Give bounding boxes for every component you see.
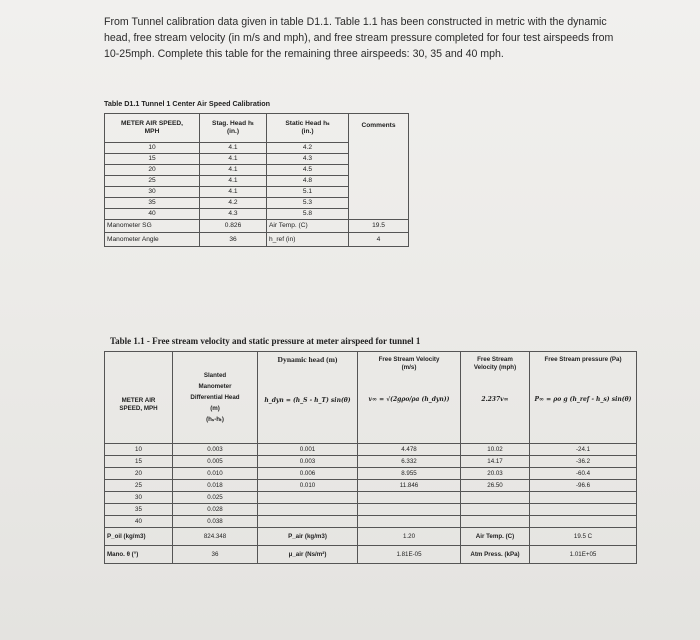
table-cell: 35: [105, 504, 173, 516]
header-meter-air-speed: METER AIR SPEED, MPH: [105, 114, 200, 143]
free-stream-table: [104, 351, 637, 564]
atm-pressure-label: Atm Press. (kPa): [461, 546, 530, 564]
table-cell: 4.1: [200, 165, 267, 176]
table-cell: 10: [105, 444, 173, 456]
table-cell: [258, 516, 358, 528]
table-cell: 4.5: [267, 165, 349, 176]
table-cell: -36.2: [530, 456, 637, 468]
table-cell: 40: [105, 516, 173, 528]
header-stag-head: Stag. Head hₜ (in.): [200, 114, 267, 143]
table-cell: [358, 504, 461, 516]
header-meter-air-speed: METER AIR SPEED, MPH: [105, 352, 173, 444]
table-cell: 14.17: [461, 456, 530, 468]
pressure-formula: P∞ = ρo g (h_ref - h_s) sin(θ): [534, 396, 632, 403]
air-viscosity-value: 1.81E-05: [358, 546, 461, 564]
table-cell: 35: [105, 198, 200, 209]
table-cell: 6.332: [358, 456, 461, 468]
table-cell: [461, 504, 530, 516]
table-cell: 26.50: [461, 480, 530, 492]
table-cell: 0.018: [173, 480, 258, 492]
table-cell: 4.1: [200, 187, 267, 198]
manometer-sg-label: Manometer SG: [105, 220, 200, 233]
table-cell: 5.8: [267, 209, 349, 220]
table-cell: 5.1: [267, 187, 349, 198]
table-cell: 11.846: [358, 480, 461, 492]
table-cell: 4.8: [267, 176, 349, 187]
table-cell: 0.006: [258, 468, 358, 480]
table-cell: 4.1: [200, 176, 267, 187]
h-ref-label: h_ref (in): [267, 233, 349, 247]
air-density-label: P_air (kg/m3): [258, 528, 358, 546]
table-cell: 30: [105, 187, 200, 198]
header-free-stream-velocity: Free Stream Velocity (m/s) v∞ = √(2gρo/ρa (h_dyn)): [358, 352, 461, 444]
table-cell: 40: [105, 209, 200, 220]
air-temp-label: Air Temp. (C): [461, 528, 530, 546]
h-ref-value: 4: [349, 233, 409, 247]
table-cell: 4.2: [200, 198, 267, 209]
table-cell: [258, 504, 358, 516]
intro-paragraph: From Tunnel calibration data given in table D1.1. Table 1.1 has been constructed in metric with the dynamic head, free stream velocity (in m/s and mph), and free stream pressure completed for four test airspeeds from 10-25mph. Complete this table for the remaining three airspeeds: 30, 35 and 40 mph.: [104, 16, 614, 60]
table-cell: 0.005: [173, 456, 258, 468]
table-cell: 4.3: [267, 154, 349, 165]
table-cell: [461, 516, 530, 528]
table-cell: 0.025: [173, 492, 258, 504]
table-cell: 0.001: [258, 444, 358, 456]
table-cell: 0.038: [173, 516, 258, 528]
header-velocity-mph: Free Stream Velocity (mph) 2.237v∞: [461, 352, 530, 444]
table-cell: 8.955: [358, 468, 461, 480]
table-cell: 30: [105, 492, 173, 504]
table-cell: 4.3: [200, 209, 267, 220]
manometer-angle-label: Mano. θ (°): [105, 546, 173, 564]
table-cell: 0.010: [173, 468, 258, 480]
table-cell: 0.010: [258, 480, 358, 492]
air-temp-value: 19.5 C: [530, 528, 637, 546]
table1-caption: Table D1.1 Tunnel 1 Center Air Speed Calibration: [104, 99, 271, 108]
header-differential-head: Slanted Manometer Differential Head (m) (hₛ-hₜ): [173, 352, 258, 444]
table-cell: 20.03: [461, 468, 530, 480]
table-cell: 20: [105, 165, 200, 176]
header-static-head: Static Head hₛ (in.): [267, 114, 349, 143]
air-density-value: 1.20: [358, 528, 461, 546]
manometer-sg-value: 0.826: [200, 220, 267, 233]
table-cell: 4.2: [267, 143, 349, 154]
calibration-table: [104, 113, 409, 247]
table-cell: [358, 516, 461, 528]
table-cell: 4.478: [358, 444, 461, 456]
table-cell: 15: [105, 154, 200, 165]
velocity-formula: v∞ = √(2gρo/ρa (h_dyn)): [368, 396, 450, 403]
air-viscosity-label: μ_air (Ns/m²): [258, 546, 358, 564]
table-cell: 20: [105, 468, 173, 480]
oil-density-label: P_oil (kg/m3): [105, 528, 173, 546]
table-cell: [461, 492, 530, 504]
dyn-formula: h_dyn = (h_S - h_T) sin(θ): [264, 397, 351, 404]
oil-density-value: 824.348: [173, 528, 258, 546]
table-cell: -24.1: [530, 444, 637, 456]
table-cell: -96.6: [530, 480, 637, 492]
table-cell: 0.028: [173, 504, 258, 516]
air-temp-value: 19.5: [349, 220, 409, 233]
header-dynamic-head: Dynamic head (m) h_dyn = (h_S - h_T) sin(θ): [258, 352, 358, 444]
table-cell: 15: [105, 456, 173, 468]
table-cell: 10: [105, 143, 200, 154]
table-cell: 25: [105, 480, 173, 492]
header-free-stream-pressure: Free Stream pressure (Pa) P∞ = ρo g (h_ref - h_s) sin(θ): [530, 352, 637, 444]
air-temp-label: Air Temp. (C): [267, 220, 349, 233]
table-cell: 5.3: [267, 198, 349, 209]
table-cell: [358, 492, 461, 504]
table-cell: [530, 504, 637, 516]
table-cell: [530, 516, 637, 528]
header-comments: Comments: [349, 114, 409, 220]
table-cell: -60.4: [530, 468, 637, 480]
table2-caption: Table 1.1 - Free stream velocity and static pressure at meter airspeed for tunnel 1: [110, 336, 421, 346]
table-cell: 10.02: [461, 444, 530, 456]
manometer-angle-value: 36: [173, 546, 258, 564]
table-cell: 4.1: [200, 143, 267, 154]
manometer-angle-label: Manometer Angle: [105, 233, 200, 247]
atm-pressure-value: 1.01E+05: [530, 546, 637, 564]
table-cell: 25: [105, 176, 200, 187]
table-cell: 0.003: [173, 444, 258, 456]
mph-formula: 2.237v∞: [481, 396, 509, 403]
table-cell: 0.003: [258, 456, 358, 468]
table-cell: [530, 492, 637, 504]
table-cell: 4.1: [200, 154, 267, 165]
table-cell: [258, 492, 358, 504]
manometer-angle-value: 36: [200, 233, 267, 247]
